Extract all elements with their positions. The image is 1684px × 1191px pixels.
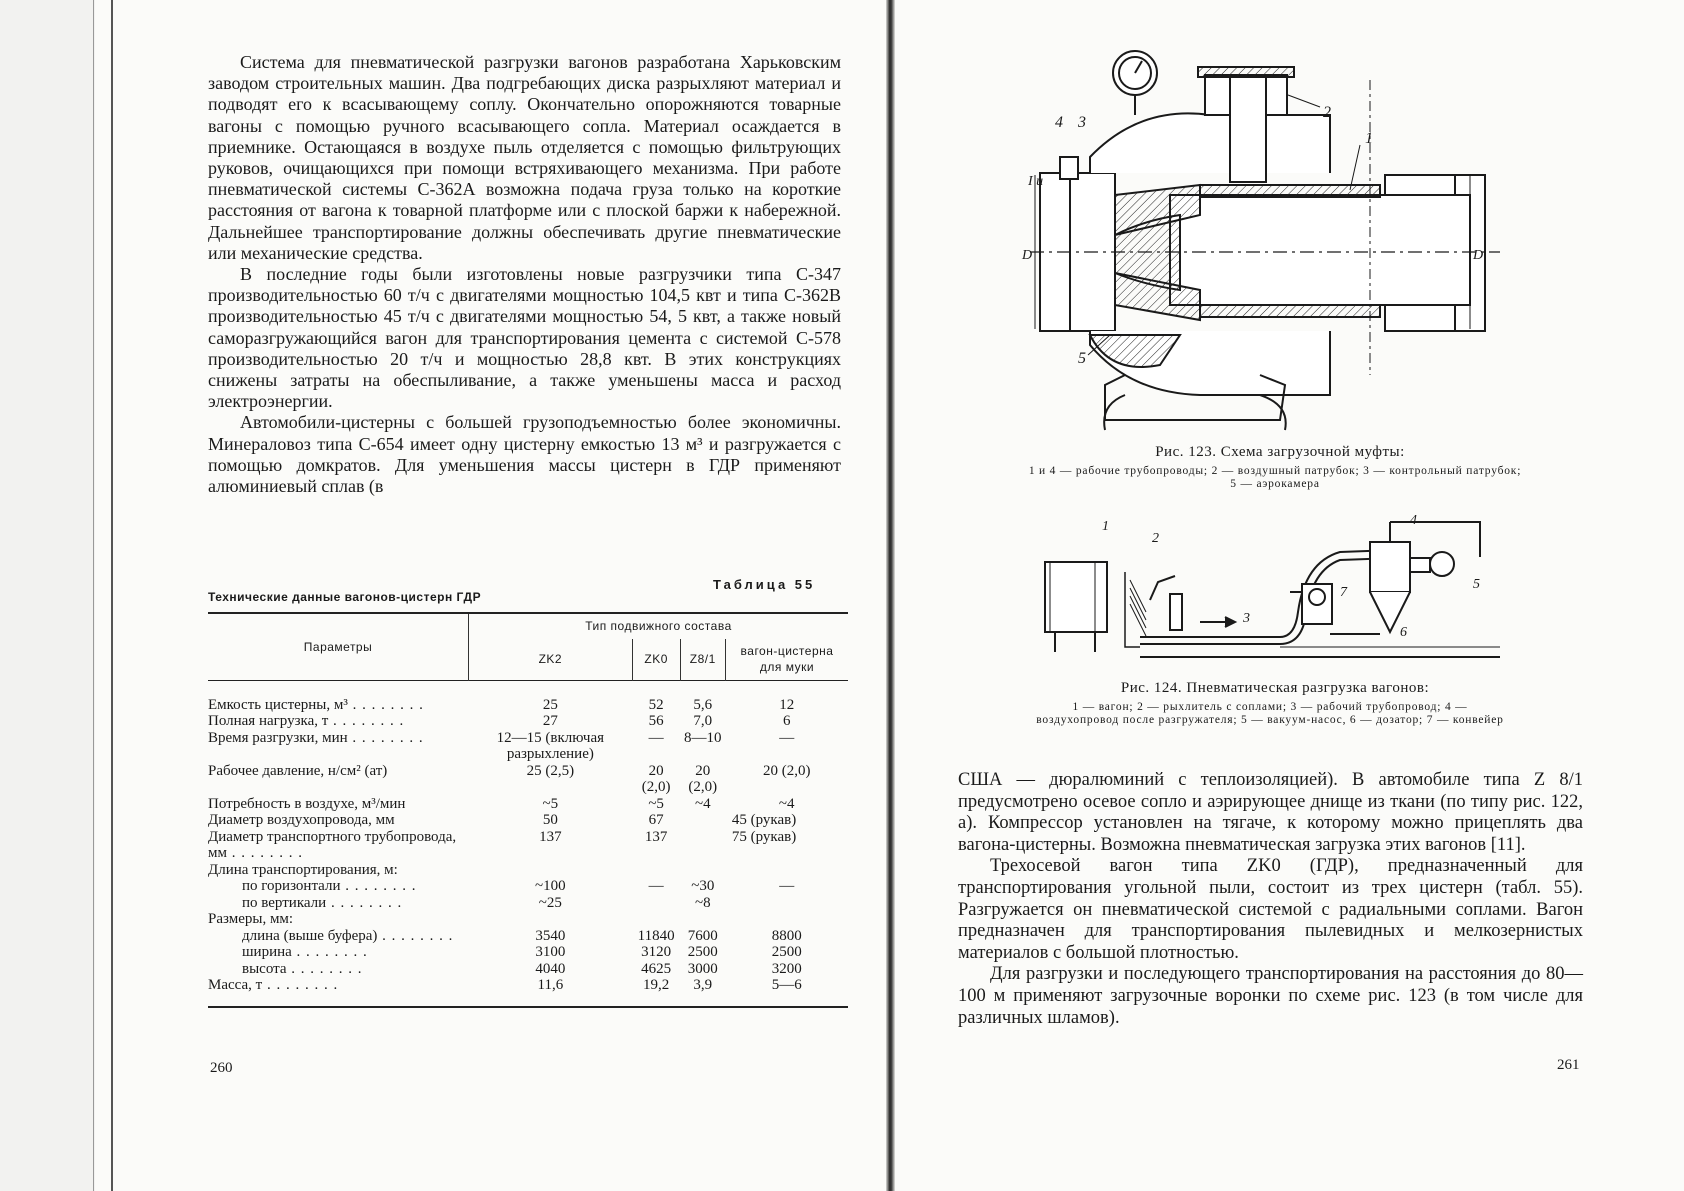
table-cell xyxy=(632,911,680,928)
fig124-label: 3 xyxy=(1243,611,1250,626)
row-label: по горизонтали . . . xyxy=(208,878,469,895)
fig123-label: 1 xyxy=(1365,130,1373,147)
table-number: Таблица 55 xyxy=(713,577,816,592)
column-header: Z8/1 xyxy=(680,639,725,681)
table-cell: 137 xyxy=(539,828,562,845)
row-label: Потребность в воздухе, м³/мин xyxy=(208,795,406,812)
left-page-edge-outer xyxy=(93,0,94,1191)
tank-wagon-table xyxy=(208,612,848,1008)
figure-124-legend: 1 — вагон; 2 — рыхлитель с соплами; 3 — рабочий трубопровод; 4 — воздухопровод после разгружателя; 5 — вакуум-насос, 6 — дозатор; 7 — конвейер xyxy=(1036,701,1504,726)
table-cell: ~5 xyxy=(648,795,664,812)
table-cell: 20 (2,0) xyxy=(641,762,671,795)
table-cell: 6 xyxy=(782,713,791,729)
table-cell: 19,2 xyxy=(632,977,680,1007)
table-row xyxy=(208,895,848,912)
table-row xyxy=(208,977,848,1007)
page-number-left: 260 xyxy=(210,1060,233,1076)
table-row xyxy=(208,730,848,763)
table-cell: ~4 xyxy=(694,795,711,812)
fig123-label: 5 xyxy=(1078,350,1086,367)
table-cell: 5—6 xyxy=(725,977,848,1007)
fig124-label: 6 xyxy=(1400,625,1407,640)
fig123-label: I и xyxy=(1028,174,1044,189)
table-cell: 20 (2,0) xyxy=(762,762,811,779)
table-row xyxy=(208,944,848,961)
table-row xyxy=(208,680,848,713)
figure-124-caption: Рис. 124. Пневматическая разгрузка вагонов: xyxy=(1120,680,1430,696)
row-label: Размеры, мм: xyxy=(208,911,294,927)
fig124-label: 4 xyxy=(1410,513,1417,528)
table-cell: 52 xyxy=(648,696,664,713)
table-cell: ~8 xyxy=(694,894,711,911)
table-row xyxy=(208,862,848,879)
table-row xyxy=(208,763,848,796)
table-cell: 4040 xyxy=(535,960,566,977)
book-gutter xyxy=(886,0,895,1191)
table-cell: — xyxy=(779,729,795,746)
table-row xyxy=(208,878,848,895)
table-cell: ~5 xyxy=(542,795,559,812)
table-cell: 3100 xyxy=(535,944,566,960)
table-cell xyxy=(632,862,680,879)
figure-123-legend: 1 и 4 — рабочие трубопроводы; 2 — воздушный патрубок; 3 — контрольный патрубок; 5 — аэрокамера xyxy=(1028,465,1522,490)
fig124-label: 5 xyxy=(1473,577,1480,592)
table-cell: 137 xyxy=(644,828,668,845)
table-cell: 20 (2,0) xyxy=(688,762,718,795)
table-row xyxy=(208,796,848,813)
fig123-label: D xyxy=(1473,248,1484,263)
group-header: Тип подвижного состава xyxy=(469,613,849,639)
fig123-label: D xyxy=(1022,248,1033,263)
table-cell: 56 xyxy=(648,713,664,729)
row-label: Полная нагрузка, т . . . xyxy=(208,713,469,730)
figure-124-unloading-diagram xyxy=(1040,512,1510,662)
table-cell: 27 xyxy=(542,713,558,729)
row-label: Масса, т . . . xyxy=(208,977,469,1007)
column-header: ZK0 xyxy=(632,639,680,681)
table-cell: 45 (рукав) xyxy=(731,812,797,828)
left-paragraph: Автомобили-цистерны с большей грузоподъемностью более экономичны. Минераловоз типа С-654 имеет одну цистерну емкостью 13 м³ и разгружается с помощью домкратов. Для уменьшения массы цистерн в ГДР применяют алюминиевый сплав (в xyxy=(208,412,841,497)
table-cell: 3540 xyxy=(535,927,566,944)
left-paragraph: В последние годы были изготовлены новые разгрузчики типа С-347 производительностью 60 т/ч с двигателями мощностью 104,5 квт и типа С-362В производительностью 45 т/ч с двигателями мощностью 54, 5 квт, а также новый саморазгружающийся вагон для транспортирования цемента с системой С-578 производительностью 20 т/ч и мощностью 28,8 квт. В этих конструкциях снижены затраты на обеспыливание, а также уменьшены масса и расход электроэнергии. xyxy=(208,264,841,412)
table-cell: 4625 xyxy=(641,960,672,977)
page-number-right: 261 xyxy=(1557,1057,1580,1073)
left-paragraph: Система для пневматической разгрузки вагонов разработана Харьковским заводом строительных машин. Два подгребающих диска разрыхляют материал и подводят его к всасывающему соплу. Окончательно опорожняются товарные вагоны с помощью ручного всасывающего сопла. Материал осаждается в приемнике. Остающаяся в воздухе пыль отделяется с помощью фильтрующих руковов, очищающихся при помощи встряхивающего механизма. При работе пневматической системы С-362А возможна подача груза только на короткие расстояния от вагона к товарной платформе или с плоской баржи к набережной. Дальнейшее транспортирование должны обеспечивать другие пневматические или механические средства. xyxy=(208,52,841,263)
right-paragraph: Трехосевой вагон типа ZK0 (ГДР), предназначенный для транспортирования угольной пыли, состоит из трех цистерн (табл. 55). Разгружается он пневматической системой с радиальными соплами. Вагон предназначен для транспортирования пылевидных и мелкозернистых материалов с большой плотностью. xyxy=(958,856,1583,963)
table-cell: ~30 xyxy=(691,878,715,894)
table-cell xyxy=(469,911,633,928)
row-label: Время разгрузки, мин . . . xyxy=(208,730,469,763)
table-cell: 7,0 xyxy=(693,713,713,729)
row-label: Емкость цистерны, м³ . . . xyxy=(208,680,469,713)
table-cell: 25 xyxy=(542,696,558,713)
figure-123-caption: Рис. 123. Схема загрузочной муфты: xyxy=(1155,444,1405,460)
right-body-text xyxy=(958,770,1583,1029)
table-cell: 50 xyxy=(542,812,558,828)
fig123-label: 3 xyxy=(1078,114,1086,131)
table-cell xyxy=(725,895,848,912)
table-cell: 3000 xyxy=(687,960,718,977)
table-cell: — xyxy=(648,729,664,746)
table-row xyxy=(208,961,848,978)
table-cell: 5,6 xyxy=(693,696,713,713)
table-row xyxy=(208,713,848,730)
row-label: по вертикали . . . xyxy=(208,895,469,912)
fig124-label: 7 xyxy=(1340,585,1347,600)
table-cell: 8800 xyxy=(771,927,802,944)
table-cell: 75 (рукав) xyxy=(731,828,797,845)
table-cell: 2500 xyxy=(771,944,802,960)
table-cell xyxy=(680,911,725,928)
left-body-text xyxy=(208,52,841,497)
fig124-label: 1 xyxy=(1102,519,1109,534)
table-cell: ~100 xyxy=(535,878,566,894)
fig123-label: 4 xyxy=(1055,114,1063,131)
table-cell: — xyxy=(648,878,664,894)
table-cell: ~4 xyxy=(778,795,795,812)
table-row xyxy=(208,812,848,829)
table-cell: 11,6 xyxy=(469,977,633,1007)
table-cell xyxy=(725,911,848,928)
param-header: Параметры xyxy=(208,613,469,680)
table-cell: — xyxy=(779,878,795,894)
table-row xyxy=(208,829,848,862)
table-row xyxy=(208,928,848,945)
table-cell: 67 xyxy=(648,812,664,828)
table-cell xyxy=(725,862,848,879)
right-paragraph: США — дюралюминий с теплоизоляцией). В автомобиле типа Z 8/1 предусмотрено осевое сопло и аэрирующее днище из ткани (по типу рис. 122, а). Компрессор установлен на тягаче, к которому можно прицеплять два вагона-цистерны. Возможна пневматическая загрузка этих вагонов [11]. xyxy=(958,770,1583,855)
fig123-label: 2 xyxy=(1323,104,1331,121)
table-cell: 3200 xyxy=(771,960,802,977)
fig124-label: 2 xyxy=(1152,531,1159,546)
table-cell: 12—15 (включая разрыхление) xyxy=(496,729,605,762)
table-cell: 11840 xyxy=(637,927,675,944)
left-page-edge xyxy=(111,0,113,1191)
table-cell xyxy=(680,862,725,879)
right-paragraph: Для разгрузки и последующего транспортирования на расстояния до 80—100 м применяют загрузочные воронки по схеме рис. 123 (в том числе для различных шламов). xyxy=(958,964,1583,1028)
table-cell: ~25 xyxy=(538,894,562,911)
row-label: ширина . . . xyxy=(208,944,469,961)
table-cell: 7600 xyxy=(687,927,718,944)
table-cell: 3120 xyxy=(641,944,672,960)
column-header: вагон-цистерна для муки xyxy=(725,639,848,681)
table-cell: 8—10 xyxy=(684,729,722,746)
table-cell: 2500 xyxy=(687,944,718,960)
table-cell: 25 (2,5) xyxy=(526,762,575,779)
table-cell: 3,9 xyxy=(680,977,725,1007)
row-label: Диаметр воздухопровода, мм xyxy=(208,812,395,828)
table-cell: 12 xyxy=(779,696,795,713)
row-label: длина (выше буфера) . . . xyxy=(208,928,469,945)
row-label: высота . . . xyxy=(208,961,469,978)
figure-123-coupling-diagram xyxy=(1022,45,1500,425)
row-label: Диаметр транспортного трубопровода, мм . . . xyxy=(208,829,469,862)
row-label: Рабочее давление, н/см² (ат) xyxy=(208,762,388,779)
column-header: ZK2 xyxy=(469,639,633,681)
table-title: Технические данные вагонов-цистерн ГДР xyxy=(208,590,482,604)
table-cell xyxy=(632,895,680,912)
row-label: Длина транспортирования, м: xyxy=(208,861,398,878)
table-row xyxy=(208,911,848,928)
table-cell xyxy=(469,862,633,879)
